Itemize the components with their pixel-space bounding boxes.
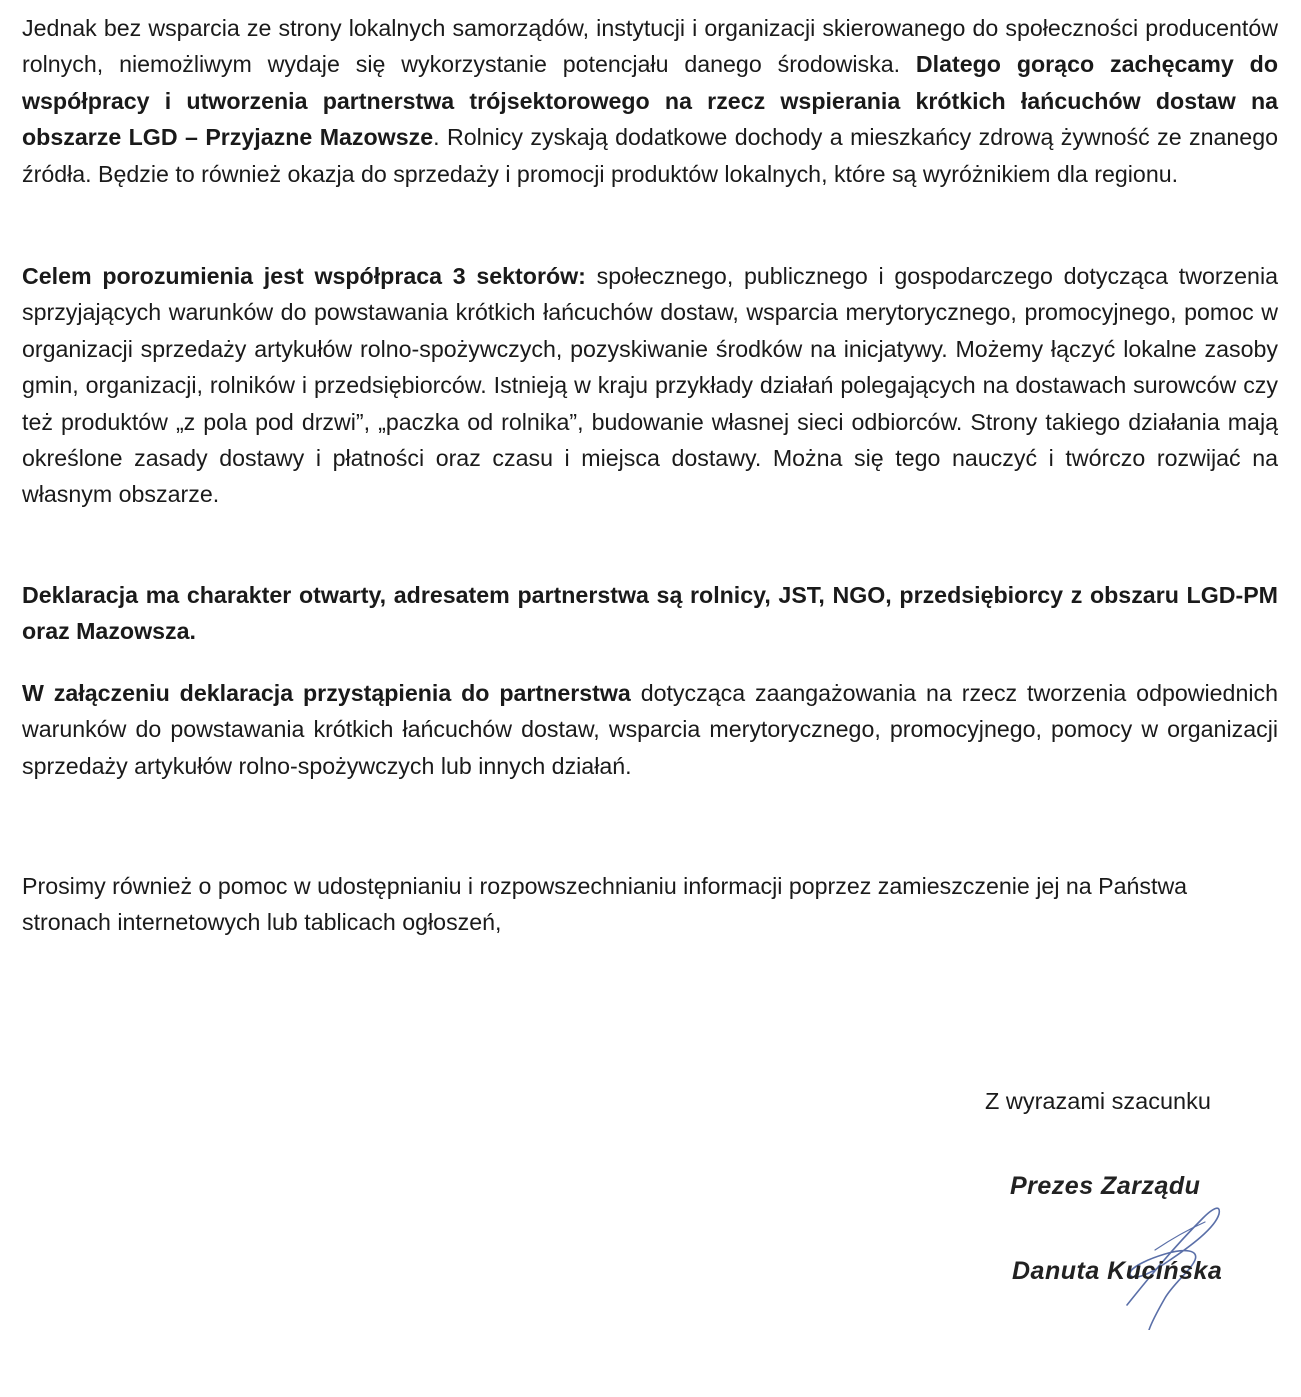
paragraph-attachment-bold: W załączeniu deklaracja przystąpienia do partnerstwa [22,680,631,706]
paragraph-declaration-bold: Deklaracja ma charakter otwarty, adresatem partnerstwa są rolnicy, JST, NGO, przedsiębiorcy z obszaru LGD-PM oraz Mazowsza. [22,582,1278,645]
paragraph-attachment-text: dotycząca zaangażowania na rzecz tworzenia odpowiednich warunków do powstawania krótkich łańcuchów dostaw, wsparcia merytorycznego, promocyjnego, pomocy w organizacji sprzedaży artykułów rolno-spożywczych lub innych działań. [22,680,1278,779]
signatory-name: Danuta Kucińska [1012,1257,1223,1285]
paragraph-support [22,10,1278,192]
paragraph-support-text-2: . Rolnicy zyskają dodatkowe dochody a mieszkańcy zdrową żywność ze znanego źródła. Będzie to również okazja do sprzedaży i promocji produktów lokalnych, które są wyróżnikiem dla regionu. [22,124,1278,187]
paragraph-request [22,868,1278,941]
paragraph-goal [22,258,1278,513]
paragraph-goal-bold: Celem porozumienia jest współpraca 3 sektorów: [22,263,586,289]
closing-greeting: Z wyrazami szacunku [985,1088,1211,1114]
paragraph-goal-text: społecznego, publicznego i gospodarczego dotycząca tworzenia sprzyjających warunków do powstawania krótkich łańcuchów dostaw, wsparcia merytorycznego, promocyjnego, pomoc w organizacji sprzedaży artykułów rolno-spożywczych, pozyskiwanie środków na inicjatywy. Możemy łączyć lokalne zasoby gmin, organizacji, rolników i przedsiębiorców. Istnieją w kraju przykłady działań polegających na dostawach surowców czy też produktów „z pola pod drzwi”, „paczka od rolnika”, budowanie własnej sieci odbiorców. Strony takiego działania mają określone zasady dostawy i płatności oraz czasu i miejsca dostawy. Można się tego nauczyć i twórczo rozwijać na własnym obszarze. [22,263,1278,508]
paragraph-request-text: Prosimy również o pomoc w udostępnianiu i rozpowszechnianiu informacji poprzez zamieszczenie jej na Państwa stronach internetowych lub tablicach ogłoszeń, [22,873,1188,936]
signatory-title: Prezes Zarządu [1010,1172,1201,1200]
paragraph-support-bold: Dlatego gorąco zachęcamy do współpracy i utworzenia partnerstwa trójsektorowego na rzecz wspierania krótkich łańcuchów dostaw na obszarze LGD – Przyjazne Mazowsze [22,51,1278,151]
paragraph-declaration [22,577,1278,650]
paragraph-attachment [22,675,1278,784]
paragraph-support-text-1: Jednak bez wsparcia ze strony lokalnych samorządów, instytucji i organizacji skierowanego do społeczności producentów rolnych, niemożliwym wydaje się wykorzystanie potencjału danego środowiska. [22,15,1278,78]
